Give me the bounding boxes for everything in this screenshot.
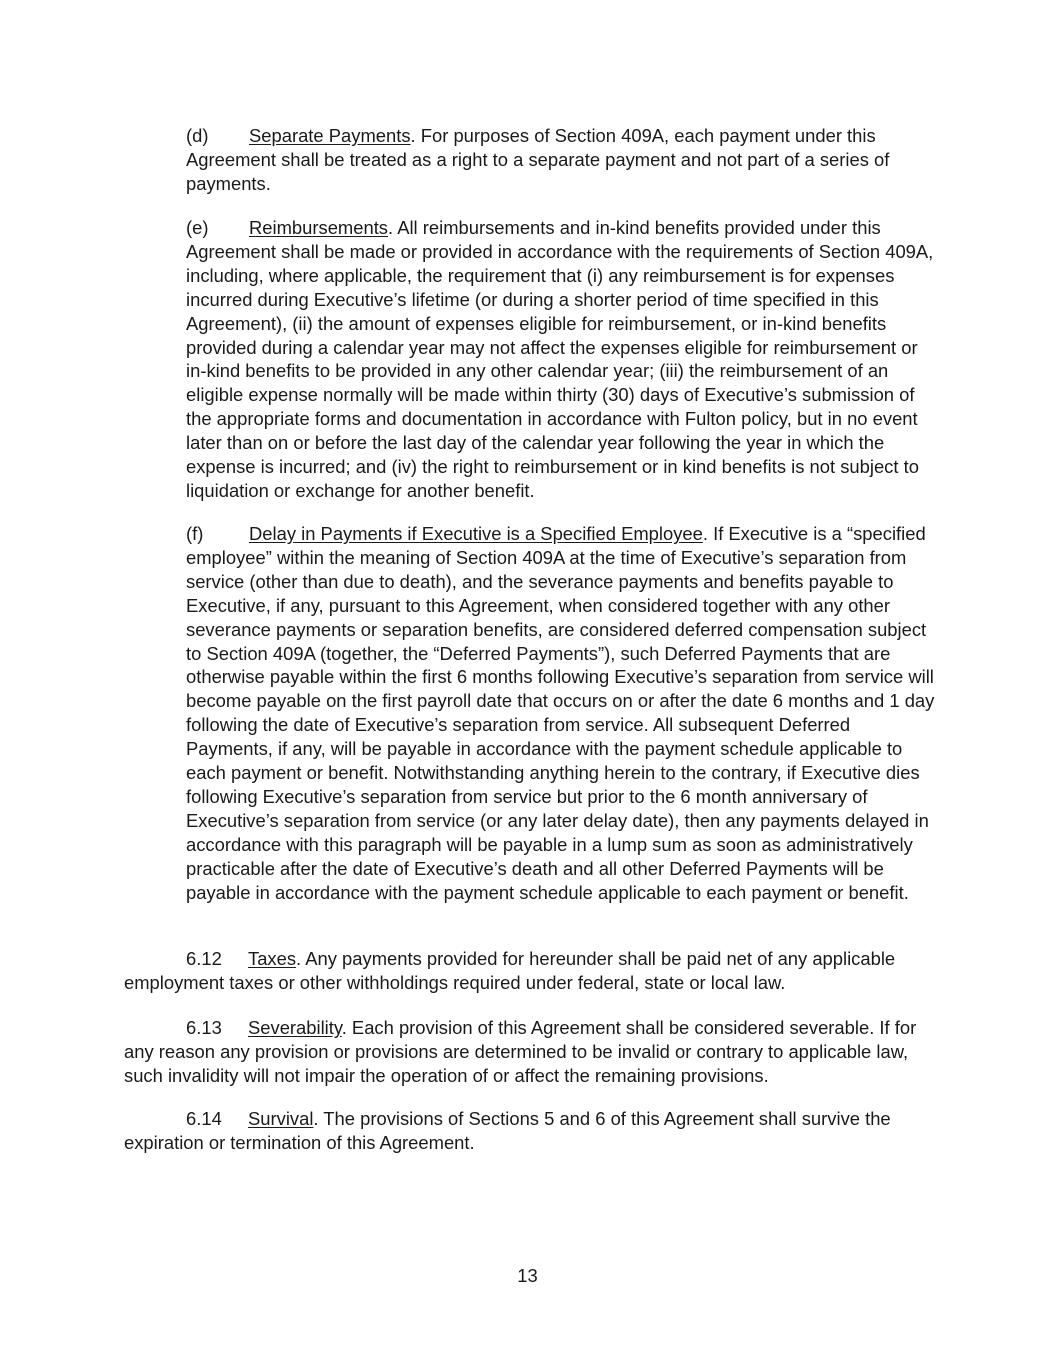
section-6-12-taxes — [124, 947, 932, 995]
section-number: 6.12 — [186, 948, 222, 969]
paragraph-text: . If Executive is a “specified employee” within the meaning of Section 409A at the time of Executive’s separation from service (other than due to death), and the severance payments and benefits payable to Executive, if any, pursuant to this Agreement, when considered together with any other severance payments or separation benefits, are considered deferred compensation subject to Section 409A (together, the “Deferred Payments”), such Deferred Payments that are otherwise payable within the first 6 months following Executive’s separation from service will become payable on the first payroll date that occurs on or after the date 6 months and 1 day following the date of Executive’s separation from service. All subsequent Deferred Payments, if any, will be payable in accordance with the payment schedule applicable to each payment or benefit. Notwithstanding anything herein to the contrary, if Executive dies following Executive’s separation from service but prior to the 6 month anniversary of Executive’s separation from service (or any later delay date), then any payments delayed in accordance with this paragraph will be payable in a lump sum as soon as administratively practicable after the date of Executive’s death and all other Deferred Payments will be payable in accordance with the payment schedule applicable to each payment or benefit. — [186, 523, 935, 903]
section-text: . Each provision of this Agreement shall be considered severable. If for any reason any provision or provisions are determined to be invalid or contrary to applicable law, such invalidity will not impair the operation of or affect the remaining provisions. — [124, 1017, 917, 1086]
section-number: 6.13 — [186, 1017, 222, 1038]
paragraph-d-separate-payments — [186, 124, 938, 196]
section-heading: Survival — [248, 1108, 314, 1129]
paragraph-label: (e) — [186, 217, 209, 238]
paragraph-text: . All reimbursements and in-kind benefits provided under this Agreement shall be made or provided in accordance with the requirements of Section 409A, including, where applicable, the requirement that (i) any reimbursement is for expenses incurred during Executive’s lifetime (or during a shorter period of time specified in this Agreement), (ii) the amount of expenses eligible for reimbursement, or in-kind benefits provided during a calendar year may not affect the expenses eligible for reimbursement or in-kind benefits to be provided in any other calendar year; (iii) the reimbursement of an eligible expense normally will be made within thirty (30) days of Executive’s submission of the appropriate forms and documentation in accordance with Fulton policy, but in no event later than on or before the last day of the calendar year following the year in which the expense is incurred; and (iv) the right to reimbursement or in kind benefits is not subject to liquidation or exchange for another benefit. — [186, 217, 934, 501]
paragraph-heading: Reimbursements — [249, 217, 388, 238]
paragraph-heading: Delay in Payments if Executive is a Specified Employee — [249, 523, 703, 544]
paragraph-label: (d) — [186, 125, 209, 146]
paragraph-e-reimbursements — [186, 216, 938, 503]
section-number: 6.14 — [186, 1108, 222, 1129]
section-heading: Taxes — [248, 948, 297, 969]
page-number: 13 — [517, 1265, 538, 1286]
paragraph-f-delay-in-payments — [186, 522, 938, 905]
section-text: . Any payments provided for hereunder shall be paid net of any applicable employment taxes or other withholdings required under federal, state or local law. — [124, 948, 896, 993]
paragraph-text: . For purposes of Section 409A, each payment under this Agreement shall be treated as a right to a separate payment and not part of a series of payments. — [186, 125, 890, 194]
section-text: . The provisions of Sections 5 and 6 of this Agreement shall survive the expiration or termination of this Agreement. — [124, 1108, 891, 1153]
section-6-14-survival — [124, 1107, 932, 1155]
paragraph-label: (f) — [186, 523, 204, 544]
section-6-13-severability — [124, 1016, 932, 1088]
section-heading: Severability — [248, 1017, 342, 1038]
paragraph-heading: Separate Payments — [249, 125, 411, 146]
